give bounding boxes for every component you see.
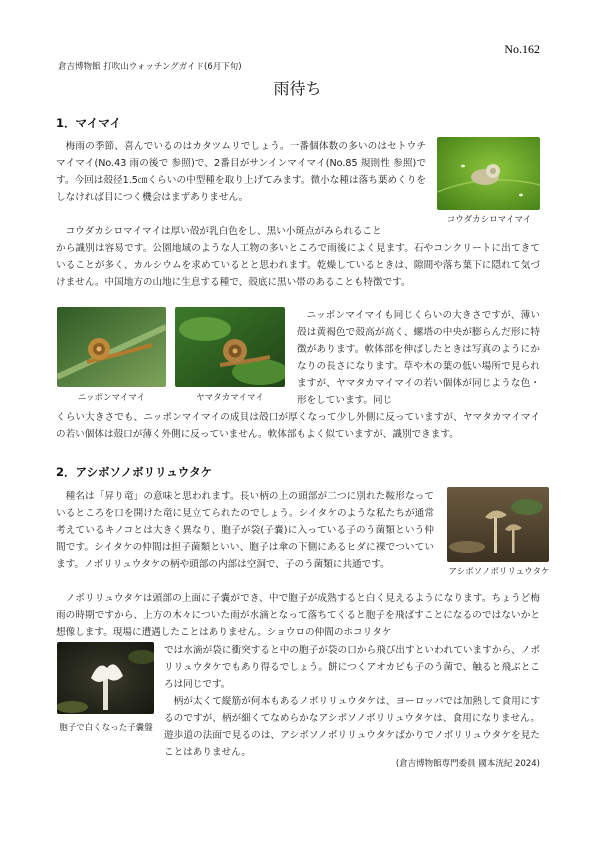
fungus-paragraph-1: 種名は「昇り竜」の意味と思われます。長い柄の上の頭部が二つに別れた鞍形なっているところを口を開けた竜に見立てられたのでしょう。シイタケのような私たちが通常考えているキノコとは大きく異なり、胞子が袋(子嚢)に入っている子のう菌類という仲間です。シイタケの仲間は担子菌類といい、胞子は傘の下側にあるヒダに裸でついています。ノボリリュウタケの柄や頭部の内部は空洞で、子のう菌類に共通です。 — [56, 491, 434, 570]
section-heading-fungus: 2．アシボソノボリリュウタケ — [56, 465, 213, 479]
document-number: No.162 — [504, 42, 540, 56]
snail-paragraph-3b: くらい大きさでも、ニッポンマイマイの成貝は殻口が厚くなって少し外側に反っていますが、ヤマタカマイマイの若い個体は殻口が薄く外側に反っていません。軟体部もよく似ていますが、識別できます。 — [56, 412, 540, 440]
white-ascocarp-photo — [57, 642, 154, 714]
section-heading-snail: 1．マイマイ — [56, 116, 122, 130]
snail-paragraph-2b: から識別は容易です。公園地域のような人工物の多いところで雨後によく見ます。石やコンクリートに出てきていることが多く、カルシウムを求めているとと思われます。乾燥しているときは、隙間や落ち葉下に隠れて気づけません。中国地方の山地に生息する種で、殻底に黒い帯のあることも特徴です。 — [56, 243, 540, 288]
fungus-paragraph-3: では水滴が袋に衝突すると中の胞子が袋の口から飛び出すといわれていますから、ノボリリュウタケでもあり得るでしょう。餅につくアオカビも子のう菌で、触ると飛ぶところは同じです。 — [164, 645, 540, 690]
yamataka-snail-photo — [175, 307, 285, 387]
fungus-paragraph-4: 柄が太くて縦筋が何本もあるノボリリュウタケは、ヨーロッパでは加熱して食用にするのですが、柄が細くてなめらかなアシボソノボリリュウタケは、食用になりません。遊歩道の法面で見るのは、アシボソノボリリュウタケばかりでノボリリュウタケを見たことはありません。 — [164, 696, 540, 758]
caption-ashiboso: アシボソノボリリュウタケ — [448, 567, 550, 577]
nippon-snail-photo — [57, 307, 166, 387]
guide-header: 倉吉博物館 打吹山ウォッチングガイド(6月下旬) — [58, 62, 242, 72]
ashiboso-fungus-photo — [447, 487, 549, 562]
page-title: 雨待ち — [273, 79, 322, 98]
caption-yamataka: ヤマタカマイマイ — [196, 393, 264, 403]
kodaka-snail-photo — [437, 137, 540, 210]
caption-nippon: ニッポンマイマイ — [77, 393, 146, 403]
snail-paragraph-1: 梅雨の季節、喜んでいるのはカタツムリでしょう。一番個体数の多いのはセトウチマイマイ(No.43 雨の後で 参照)で、2番目がサンインマイマイ(No.85 規則性 参照)です。今回は殻径1.5㎝くらいの中型種を取り上げてみます。微小な種は落ち葉めくりをしなければ目につく機会はまずありません。 — [56, 141, 426, 203]
snail-paragraph-2a: コウダカシロマイマイは厚い殻が乳白色をし、黒い小斑点がみられること — [65, 226, 382, 237]
author-credit: (倉吉博物館専門委員 國本洸紀 2024) — [395, 759, 540, 769]
caption-kodaka: コウダカシロマイマイ — [446, 215, 532, 225]
fungus-paragraph-2: ノボリリュウタケは頭部の上面に子嚢ができ、中で胞子が成熟すると白く見えるようになります。ちょうど梅雨の時期ですから、上方の木々についた雨が水滴となって落ちてくると胞子を飛ばすことになるのではないかと想像します。現場に遭遇したことはありません。ショウロの仲間のホコリタケ — [56, 593, 540, 638]
caption-white-ascocarp: 胞子で白くなった子嚢盤 — [59, 723, 153, 733]
snail-paragraph-3a: ニッポンマイマイも同じくらいの大きさですが、薄い殻は黄褐色で殻高が高く、螺塔の中央が膨らんだ形に特徴があります。軟体部を伸ばしたときは写真のようにかなりの長さになります。草や木の葉の低い場所で見られますが、ヤマタカマイマイの若い個体が同じような色・形をしています。同じ — [297, 310, 540, 406]
